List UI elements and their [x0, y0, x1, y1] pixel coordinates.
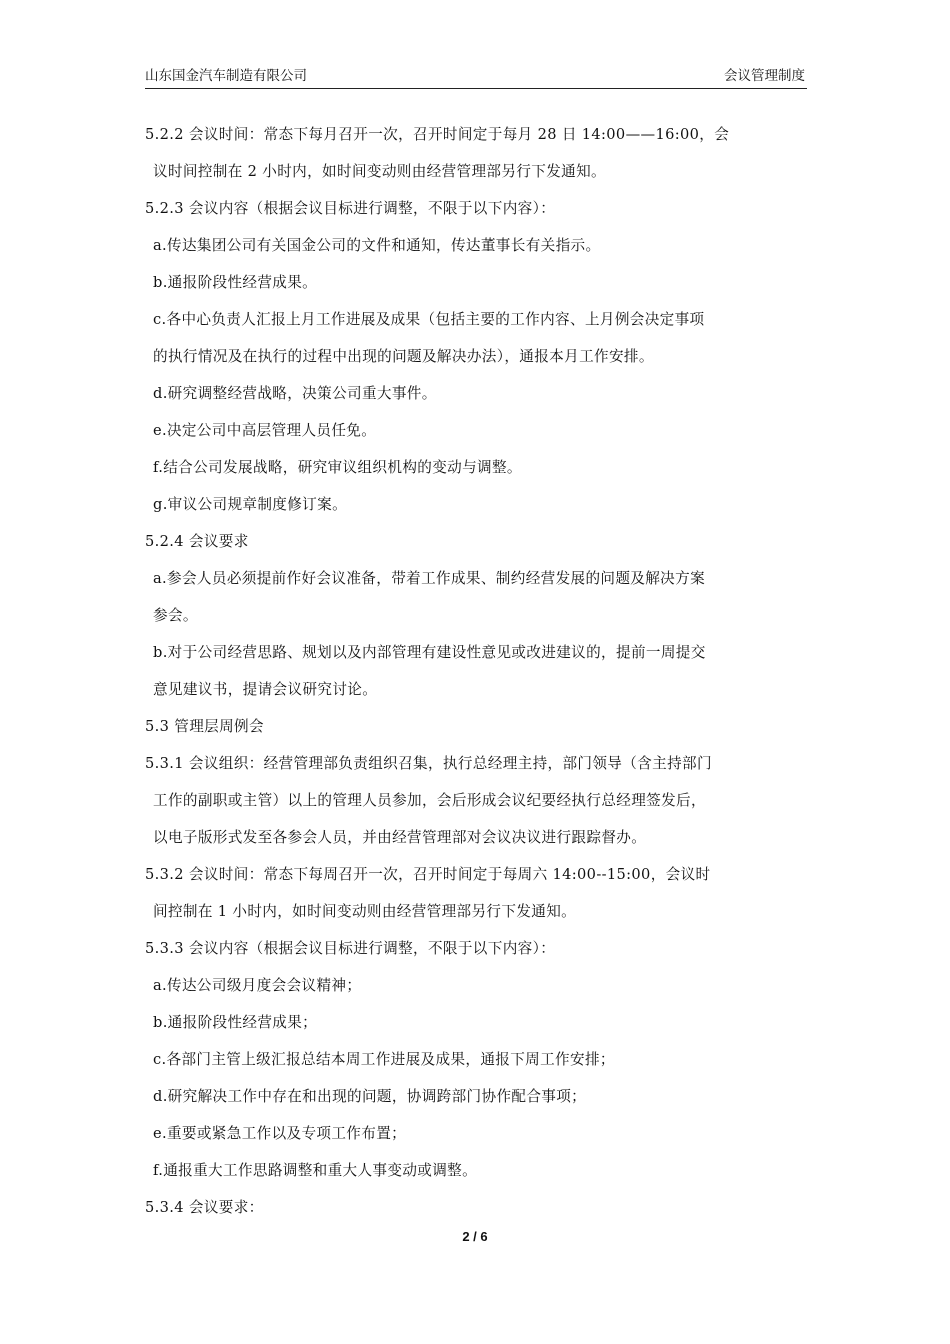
list-item-5-2-4-a-line-2: 参会。 — [153, 607, 198, 624]
list-item-5-2-4-a-line-1: a.参会人员必须提前作好会议准备，带着工作成果、制约经营发展的问题及解决方案 — [153, 570, 706, 587]
list-item-5-2-3-b: b.通报阶段性经营成果。 — [153, 274, 318, 291]
list-item-5-2-4-b-line-2: 意见建议书，提请会议研究讨论。 — [153, 681, 378, 698]
section-5-3-heading: 5.3 管理层周例会 — [145, 718, 264, 735]
section-5-3-4-heading: 5.3.4 会议要求： — [145, 1199, 264, 1216]
list-item-5-2-3-c-line-1: c.各中心负责人汇报上月工作进展及成果（包括主要的工作内容、上月例会决定事项 — [153, 311, 705, 328]
list-item-5-3-3-d: d.研究解决工作中存在和出现的问题，协调跨部门协作配合事项； — [153, 1088, 587, 1105]
section-5-2-4-heading: 5.2.4 会议要求 — [145, 533, 249, 550]
section-5-3-2-line-2: 间控制在 1 小时内，如时间变动则由经营管理部另行下发通知。 — [153, 903, 577, 920]
section-5-2-2-line-2: 议时间控制在 2 小时内，如时间变动则由经营管理部另行下发通知。 — [153, 163, 606, 180]
list-item-5-3-3-f: f.通报重大工作思路调整和重大人事变动或调整。 — [153, 1162, 478, 1179]
document-body — [145, 116, 810, 1226]
list-item-5-2-3-f: f.结合公司发展战略，研究审议组织机构的变动与调整。 — [153, 459, 522, 476]
section-5-2-3-heading: 5.2.3 会议内容（根据会议目标进行调整，不限于以下内容）： — [145, 200, 556, 217]
section-5-3-2-line-1: 5.3.2 会议时间：常态下每周召开一次，召开时间定于每周六 14:00--15:00，会议时 — [145, 866, 711, 883]
list-item-5-3-3-a: a.传达公司级月度会会议精神； — [153, 977, 362, 994]
section-5-2-2-line-1: 5.2.2 会议时间：常态下每月召开一次，召开时间定于每月 28 日 14:00——16:00，会 — [145, 126, 730, 143]
header-document-title: 会议管理制度 — [724, 68, 805, 84]
list-item-5-2-4-b-line-1: b.对于公司经营思路、规划以及内部管理有建设性意见或改进建议的，提前一周提交 — [153, 644, 706, 661]
header-company-name: 山东国金汽车制造有限公司 — [145, 68, 307, 84]
header-divider — [145, 88, 807, 89]
list-item-5-2-3-c-line-2: 的执行情况及在执行的过程中出现的问题及解决办法），通报本月工作安排。 — [153, 348, 654, 365]
list-item-5-3-3-c: c.各部门主管上级汇报总结本周工作进展及成果，通报下周工作安排； — [153, 1051, 615, 1068]
list-item-5-2-3-a: a.传达集团公司有关国金公司的文件和通知，传达董事长有关指示。 — [153, 237, 601, 254]
list-item-5-3-3-b: b.通报阶段性经营成果； — [153, 1014, 318, 1031]
section-5-3-1-line-1: 5.3.1 会议组织：经营管理部负责组织召集，执行总经理主持，部门领导（含主持部门 — [145, 755, 712, 772]
section-5-3-3-heading: 5.3.3 会议内容（根据会议目标进行调整，不限于以下内容）： — [145, 940, 556, 957]
list-item-5-2-3-e: e.决定公司中高层管理人员任免。 — [153, 422, 377, 439]
section-5-3-1-line-2: 工作的副职或主管）以上的管理人员参加，会后形成会议纪要经执行总经理签发后， — [153, 792, 706, 809]
page-number: 2 / 6 — [462, 1229, 488, 1244]
list-item-5-2-3-d: d.研究调整经营战略，决策公司重大事件。 — [153, 385, 437, 402]
list-item-5-3-3-e: e.重要或紧急工作以及专项工作布置； — [153, 1125, 407, 1142]
list-item-5-2-3-g: g.审议公司规章制度修订案。 — [153, 496, 348, 513]
section-5-3-1-line-3: 以电子版形式发至各参会人员，并由经营管理部对会议决议进行跟踪督办。 — [153, 829, 647, 846]
